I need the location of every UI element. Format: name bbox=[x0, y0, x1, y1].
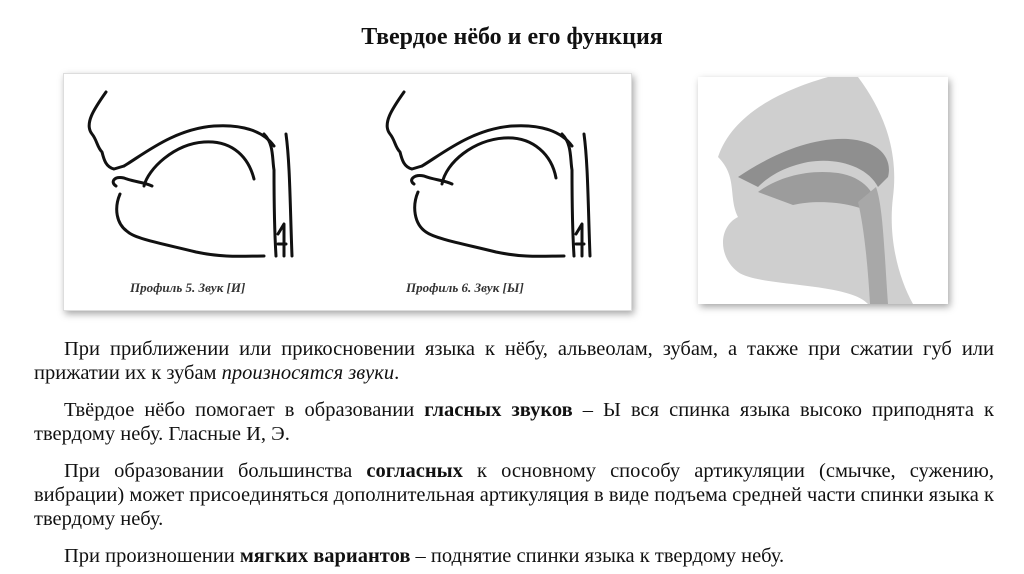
p1-italic: произносятся звуки bbox=[221, 362, 395, 384]
paragraph-4 bbox=[34, 544, 994, 568]
p2-bold: гласных звуков bbox=[424, 399, 573, 421]
p3-bold: согласных bbox=[366, 460, 463, 482]
p4-end: – поднятие спинки языка к твердому небу. bbox=[410, 545, 785, 567]
profile-5-drawing bbox=[89, 92, 292, 256]
paragraph-3 bbox=[34, 459, 994, 531]
p1-text: При приближении или прикосновении языка к нёбу, альвеолам, зубам, а также при сжатии губ или прижатии их к зубам bbox=[34, 338, 994, 384]
caption-profile-5: Профиль 5. Звук [И] bbox=[130, 280, 246, 295]
p4-bold: мягких вариантов bbox=[239, 545, 411, 567]
page-title: Твердое нёбо и его функция bbox=[361, 24, 663, 50]
profile-6-drawing bbox=[387, 92, 590, 256]
articulation-profiles-figure bbox=[63, 73, 632, 311]
sagittal-section-figure bbox=[698, 77, 948, 304]
p4-text: При произношении bbox=[64, 545, 240, 567]
paragraph-1 bbox=[34, 337, 994, 385]
profile-drawings bbox=[64, 74, 631, 310]
p1-end: . bbox=[394, 362, 400, 384]
p3-text: При образовании большинства bbox=[64, 460, 367, 482]
p3-end: к основному способу артикуляции (смычке, сужению, вибрации) может присоединяться дополнительная артикуляция в виде подъема средней части спинки языка к твердому небу. bbox=[34, 460, 994, 530]
p2-text: Твёрдое нёбо помогает в образовании bbox=[64, 399, 425, 421]
caption-profile-6: Профиль 6. Звук [Ы] bbox=[406, 280, 524, 295]
paragraph-2 bbox=[34, 398, 994, 446]
sagittal-section-drawing bbox=[698, 77, 948, 304]
p2-end: – Ы вся спинка языка высоко приподнята к твердому небу. Гласные И, Э. bbox=[34, 399, 994, 445]
